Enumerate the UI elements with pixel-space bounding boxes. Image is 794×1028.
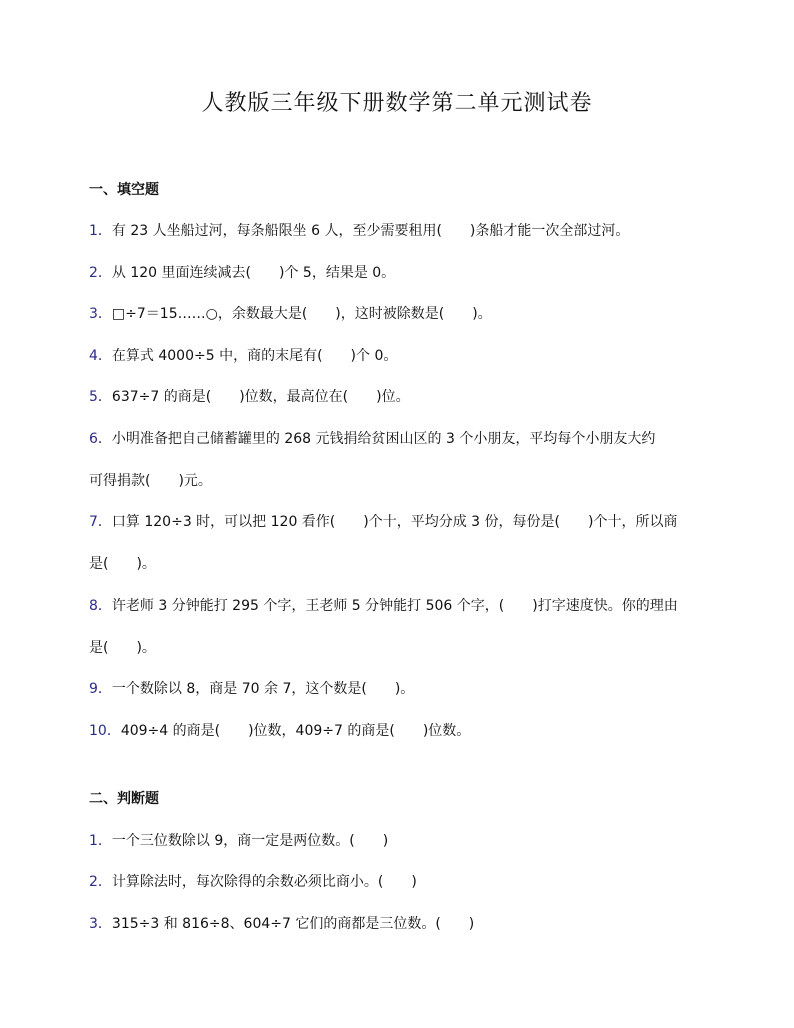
question-number: 4． [89, 348, 112, 364]
question-number: 1． [89, 223, 112, 239]
question-number: 1． [89, 833, 112, 849]
question-number: 3． [89, 916, 112, 932]
judge-question-2 [89, 871, 417, 891]
section-heading-true-false: 二、判断题 [89, 791, 159, 807]
question-text: 一个数除以 8，商是 70 余 7，这个数是( )。 [111, 681, 415, 697]
question-number: 10． [89, 723, 121, 739]
question-text: 637÷7 的商是( )位数，最高位在( )位。 [111, 389, 410, 405]
judge-question-3 [89, 913, 474, 933]
page-title: 人教版三年级下册数学第二单元测试卷 [201, 91, 593, 116]
question-7-continued: 是( )。 [89, 556, 156, 572]
question-text: 许老师 3 分钟能打 295 个字，王老师 5 分钟能打 506 个字，( )打字速度快。你的理由 [111, 598, 678, 614]
question-9 [89, 678, 414, 698]
question-text: 口算 120÷3 时，可以把 120 看作( )个十，平均分成 3 份，每份是( )个十，所以商 [111, 514, 678, 530]
question-5 [89, 386, 410, 406]
question-10 [89, 720, 470, 740]
question-3 [89, 303, 492, 323]
question-8 [89, 595, 678, 615]
question-text: 315÷3 和 816÷8、604÷7 它们的商都是三位数。( ) [111, 916, 475, 932]
question-text: 一个三位数除以 9，商一定是两位数。( ) [111, 833, 389, 849]
question-number: 3． [89, 306, 112, 322]
question-number: 8． [89, 598, 112, 614]
question-text: □÷7＝15……○，余数最大是( )，这时被除数是( )。 [111, 306, 492, 322]
question-number: 2． [89, 874, 112, 890]
question-number: 5． [89, 389, 112, 405]
question-text: 409÷4 的商是( )位数，409÷7 的商是( )位数。 [120, 723, 471, 739]
question-6-continued: 可得捐款( )元。 [89, 473, 212, 489]
question-number: 7． [89, 514, 112, 530]
question-1 [89, 220, 629, 240]
judge-question-1 [89, 830, 388, 850]
question-text: 有 23 人坐船过河，每条船限坐 6 人，至少需要租用( )条船才能一次全部过河。 [111, 223, 630, 239]
question-8-continued: 是( )。 [89, 640, 156, 656]
question-text: 从 120 里面连续减去( )个 5，结果是 0。 [111, 265, 396, 281]
question-number: 9． [89, 681, 112, 697]
question-number: 6． [89, 431, 112, 447]
question-6 [89, 428, 655, 448]
question-number: 2． [89, 265, 112, 281]
question-4 [89, 345, 397, 365]
question-text: 计算除法时，每次除得的余数必须比商小。( ) [111, 874, 417, 890]
question-text: 在算式 4000÷5 中，商的末尾有( )个 0。 [111, 348, 398, 364]
question-7 [89, 511, 677, 531]
question-text: 小明准备把自己储蓄罐里的 268 元钱捐给贫困山区的 3 个小朋友，平均每个小朋友大约 [111, 431, 656, 447]
section-heading-fill-in: 一、填空题 [89, 182, 159, 198]
question-2 [89, 262, 395, 282]
